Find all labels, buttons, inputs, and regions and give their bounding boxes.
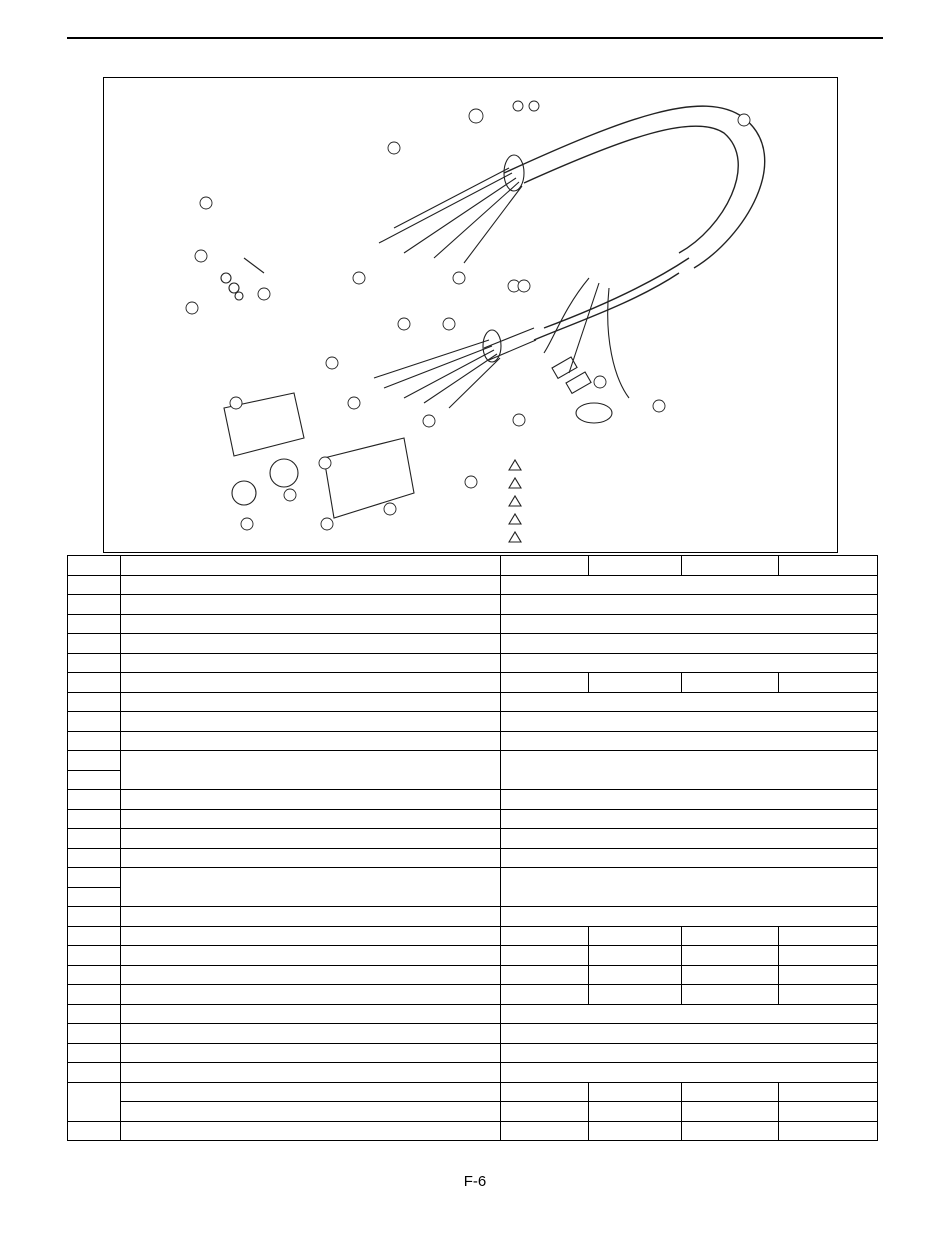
- table-cell: [68, 634, 121, 654]
- torch-body: [324, 438, 414, 518]
- table-cell: [501, 1043, 878, 1063]
- callout-circle: [326, 357, 338, 369]
- table-cell: [68, 1121, 121, 1141]
- callout-circle: [465, 476, 477, 488]
- callout-circle: [258, 288, 270, 300]
- callout-circle: [241, 518, 253, 530]
- table-row: [68, 1121, 878, 1141]
- callout-circle: [453, 272, 465, 284]
- table-row: [68, 985, 878, 1005]
- right-leads: [544, 278, 629, 398]
- table-cell: [682, 1121, 779, 1141]
- table-cell: [501, 907, 878, 927]
- table-cell: [501, 614, 878, 634]
- table-row: [68, 1024, 878, 1044]
- table-cell: [68, 926, 121, 946]
- table-row: [68, 731, 878, 751]
- table-row: [68, 575, 878, 595]
- torch-tip: [232, 481, 256, 505]
- torch-assembly-drawing: [104, 78, 838, 553]
- table-cell: [68, 946, 121, 966]
- table-cell: [68, 965, 121, 985]
- small-part-3: [235, 292, 243, 300]
- table-cell: [121, 653, 501, 673]
- table-cell: [501, 634, 878, 654]
- table-cell: [589, 946, 682, 966]
- hose-outline-inner: [524, 126, 738, 253]
- table-cell: [68, 751, 121, 771]
- table-cell: [121, 712, 501, 732]
- table-cell: [501, 926, 589, 946]
- table-cell: [121, 965, 501, 985]
- table-cell: [779, 556, 878, 576]
- table-cell: [121, 1082, 501, 1102]
- table-cell: [501, 575, 878, 595]
- table-cell: [501, 848, 878, 868]
- table-cell: [121, 1063, 501, 1083]
- table-cell: [501, 985, 589, 1005]
- torch-coupling: [270, 459, 298, 487]
- table-cell: [589, 673, 682, 693]
- table-row: [68, 692, 878, 712]
- table-cell: [68, 614, 121, 634]
- small-part-1: [221, 273, 231, 283]
- table-cell: [121, 634, 501, 654]
- small-part-2: [229, 283, 239, 293]
- table-cell: [68, 653, 121, 673]
- table-row: [68, 907, 878, 927]
- table-cell: [68, 595, 121, 615]
- table-cell: [121, 809, 501, 829]
- table-cell: [779, 946, 878, 966]
- callout-circle: [348, 397, 360, 409]
- table-cell: [121, 868, 501, 907]
- table-cell: [68, 790, 121, 810]
- upper-cable-fan: [379, 168, 522, 263]
- table-row: [68, 868, 878, 888]
- table-cell: [501, 1102, 589, 1122]
- parts-list-table: [67, 555, 878, 1141]
- table-cell: [121, 985, 501, 1005]
- callout-circle: [469, 109, 483, 123]
- table-row: [68, 926, 878, 946]
- table-cell: [68, 673, 121, 693]
- table-cell: [501, 868, 878, 907]
- table-row: [68, 1063, 878, 1083]
- callout-circle: [186, 302, 198, 314]
- table-cell: [121, 1024, 501, 1044]
- connector-a: [552, 357, 577, 378]
- callout-circle: [398, 318, 410, 330]
- table-cell: [589, 1102, 682, 1122]
- table-cell: [68, 692, 121, 712]
- table-cell: [121, 1102, 501, 1122]
- table-cell: [68, 731, 121, 751]
- table-cell: [589, 1082, 682, 1102]
- table-cell: [779, 673, 878, 693]
- table-cell: [682, 556, 779, 576]
- upper-collar: [504, 155, 524, 191]
- table-row: [68, 595, 878, 615]
- table-cell: [68, 907, 121, 927]
- table-cell: [68, 770, 121, 790]
- table-row: [68, 965, 878, 985]
- table-cell: [501, 653, 878, 673]
- table-cell: [121, 926, 501, 946]
- table-cell: [501, 1121, 589, 1141]
- table-cell: [682, 965, 779, 985]
- callout-circle: [518, 280, 530, 292]
- table-cell: [682, 985, 779, 1005]
- table-cell: [68, 556, 121, 576]
- table-cell: [501, 1024, 878, 1044]
- table-cell: [589, 985, 682, 1005]
- table-cell: [501, 751, 878, 790]
- callout-circle: [423, 415, 435, 427]
- table-cell: [682, 926, 779, 946]
- table-cell: [501, 1063, 878, 1083]
- table-cell: [682, 1102, 779, 1122]
- callout-circle: [388, 142, 400, 154]
- table-cell: [68, 985, 121, 1005]
- callout-circle: [200, 197, 212, 209]
- table-cell: [501, 1004, 878, 1024]
- table-cell: [121, 692, 501, 712]
- table-cell: [121, 907, 501, 927]
- callout-circle: [529, 101, 539, 111]
- table-cell: [68, 712, 121, 732]
- table-cell: [779, 1102, 878, 1122]
- table-cell: [121, 614, 501, 634]
- table-cell: [121, 673, 501, 693]
- table-cell: [501, 829, 878, 849]
- table-row: [68, 712, 878, 732]
- table-cell: [121, 575, 501, 595]
- table-cell: [501, 946, 589, 966]
- table-row: [68, 809, 878, 829]
- callout-circle: [319, 457, 331, 469]
- table-cell: [589, 965, 682, 985]
- table-row: [68, 829, 878, 849]
- table-cell: [121, 595, 501, 615]
- table-cell: [68, 1063, 121, 1083]
- table-cell: [68, 1004, 121, 1024]
- table-cell: [68, 1024, 121, 1044]
- table-cell: [121, 946, 501, 966]
- table-cell: [589, 556, 682, 576]
- hose-lower-2: [534, 273, 679, 340]
- table-cell: [501, 556, 589, 576]
- table-cell: [682, 673, 779, 693]
- table-cell: [68, 868, 121, 888]
- table-cell: [501, 1082, 589, 1102]
- callout-circle: [443, 318, 455, 330]
- table-cell: [121, 556, 501, 576]
- table-row: [68, 1004, 878, 1024]
- table-row: [68, 946, 878, 966]
- callout-circle: [513, 101, 523, 111]
- table-cell: [501, 731, 878, 751]
- table-row: [68, 673, 878, 693]
- sleeve-lines: [484, 328, 536, 360]
- header-rule: [67, 37, 883, 39]
- table-cell: [68, 1082, 121, 1121]
- exploded-parts-diagram: [103, 77, 838, 553]
- table-row: [68, 848, 878, 868]
- callout-circle: [321, 518, 333, 530]
- table-cell: [68, 848, 121, 868]
- hose-lower-1: [544, 258, 689, 328]
- callout-circle: [738, 114, 750, 126]
- table-row: [68, 1102, 878, 1122]
- table-cell: [121, 731, 501, 751]
- table-cell: [682, 946, 779, 966]
- legend-triangles: [509, 460, 521, 542]
- connector-c: [576, 403, 612, 423]
- table-row: [68, 1043, 878, 1063]
- table-row: [68, 751, 878, 771]
- table-row: [68, 556, 878, 576]
- table-cell: [68, 1043, 121, 1063]
- table-cell: [501, 809, 878, 829]
- callout-circle: [513, 414, 525, 426]
- table-row: [68, 614, 878, 634]
- table-cell: [589, 926, 682, 946]
- table-row: [68, 634, 878, 654]
- table-cell: [501, 595, 878, 615]
- table-row: [68, 1082, 878, 1102]
- hose-outline-outer: [504, 106, 765, 268]
- table-cell: [501, 692, 878, 712]
- callout-circle: [195, 250, 207, 262]
- table-cell: [121, 751, 501, 790]
- callout-circle: [284, 489, 296, 501]
- connector-b: [566, 372, 591, 393]
- lower-cable-fan: [374, 340, 500, 408]
- table-cell: [501, 673, 589, 693]
- table-cell: [121, 829, 501, 849]
- callout-circle: [353, 272, 365, 284]
- table-cell: [779, 1121, 878, 1141]
- table-cell: [779, 926, 878, 946]
- table-cell: [68, 887, 121, 907]
- callout-circle: [384, 503, 396, 515]
- table-cell: [121, 1121, 501, 1141]
- table-cell: [68, 575, 121, 595]
- table-cell: [121, 848, 501, 868]
- table-cell: [68, 829, 121, 849]
- small-part-4: [244, 258, 264, 273]
- table-cell: [501, 790, 878, 810]
- table-cell: [589, 1121, 682, 1141]
- page-number: F-6: [463, 1173, 487, 1190]
- table-cell: [121, 1004, 501, 1024]
- table-cell: [121, 1043, 501, 1063]
- table-cell: [68, 809, 121, 829]
- table-cell: [121, 790, 501, 810]
- callout-circle: [653, 400, 665, 412]
- table-cell: [779, 965, 878, 985]
- table-row: [68, 790, 878, 810]
- table-cell: [682, 1082, 779, 1102]
- table-row: [68, 653, 878, 673]
- callout-circle: [594, 376, 606, 388]
- table-cell: [779, 985, 878, 1005]
- table-cell: [779, 1082, 878, 1102]
- table-cell: [501, 712, 878, 732]
- table-cell: [501, 965, 589, 985]
- callout-circle: [230, 397, 242, 409]
